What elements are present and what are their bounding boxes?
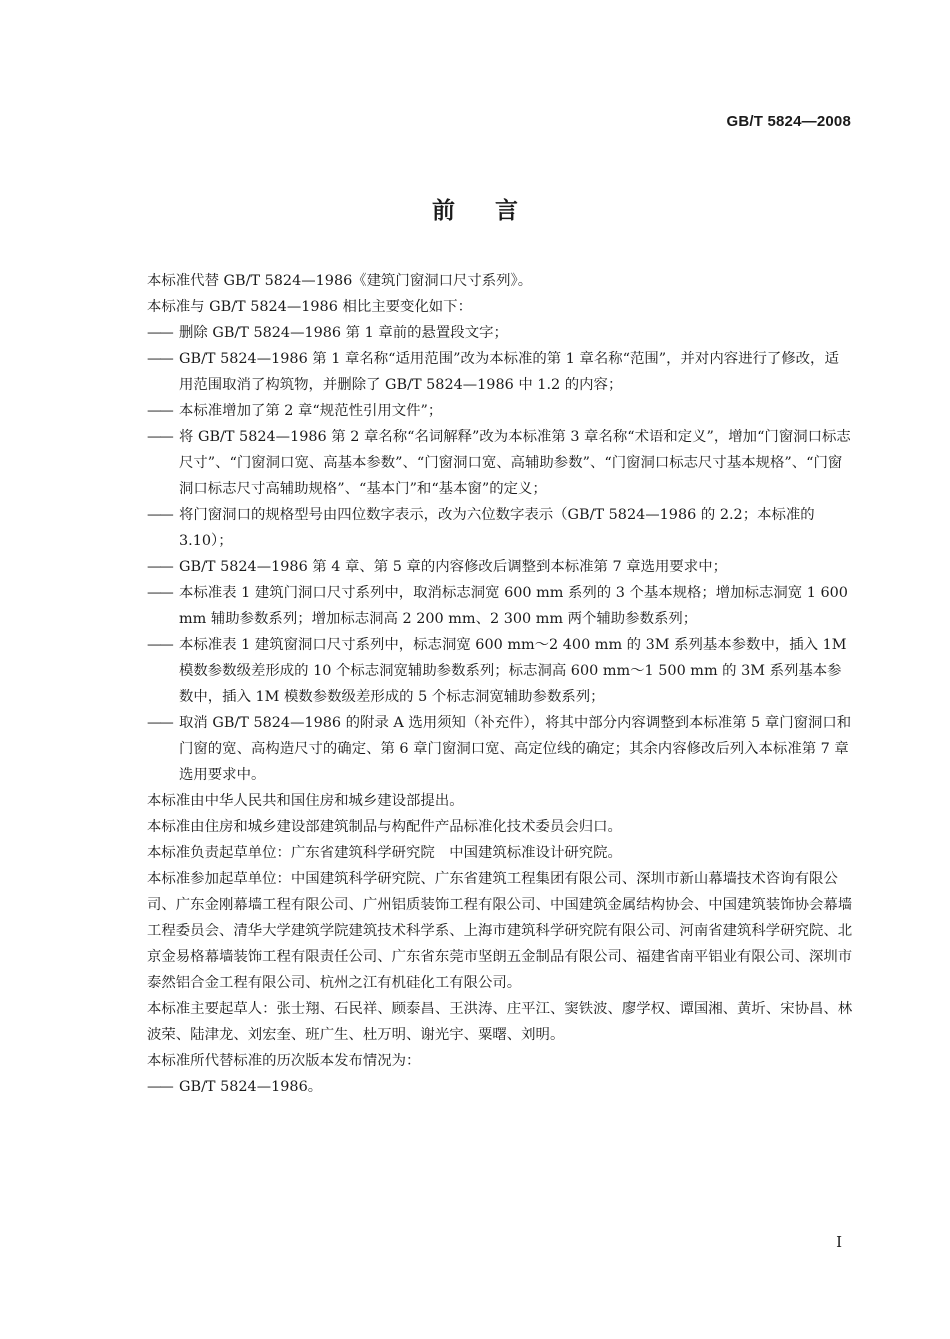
dash-marker: —— [147, 325, 172, 341]
list-item-text: 本标准表 1 建筑窗洞口尺寸系列中，标志洞宽 600 mm～2 400 mm 的 3M 系列基本参数中，插入 1M 模数参数级差形成的 10 个标志洞宽辅助参数系列；标志洞高 600 mm～1 500 mm 的 3M 系列基本参数中，插入 1M 模数参数级差形成的 5 个标志洞宽辅助参数系列； [179, 637, 847, 705]
list-item [147, 424, 853, 502]
foreword-body [147, 268, 853, 1100]
history-lead: 本标准所代替标准的历次版本发布情况为： [147, 1053, 421, 1069]
list-item [147, 398, 853, 424]
standard-number: GB/T 5824—2008 [726, 113, 851, 130]
dash-marker: —— [147, 637, 172, 653]
dash-marker: —— [147, 1079, 172, 1095]
history-item [147, 1074, 853, 1100]
list-item-text: 将门窗洞口的规格型号由四位数字表示，改为六位数字表示（GB/T 5824—1986 的 2.2；本标准的 3.10）； [179, 507, 815, 549]
dash-marker: —— [147, 715, 172, 731]
list-item-text: 取消 GB/T 5824—1986 的附录 A 选用须知（补充件），将其中部分内容调整到本标准第 5 章门窗洞口和门窗的宽、高构造尺寸的确定、第 6 章门窗洞口宽、高定位线的确定；其余内容修改后列入本标准第 7 章选用要求中。 [179, 715, 852, 783]
participating-drafters-statement: 本标准参加起草单位：中国建筑科学研究院、广东省建筑工程集团有限公司、深圳市新山幕墙技术咨询有限公司、广东金刚幕墙工程有限公司、广州铝质装饰工程有限公司、中国建筑金属结构协会、中国建筑装饰协会幕墙工程委员会、清华大学建筑学院建筑技术科学系、上海市建筑科学研究院有限公司、河南省建筑科学研究院、北京金易格幕墙装饰工程有限责任公司、广东省东莞市坚朗五金制品有限公司、福建省南平铝业有限公司、深圳市泰然铝合金工程有限公司、杭州之江有机硅化工有限公司。 [147, 871, 853, 991]
list-item [147, 554, 853, 580]
dash-marker: —— [147, 403, 172, 419]
history-item-text: GB/T 5824—1986。 [179, 1079, 323, 1095]
dash-marker: —— [147, 507, 172, 523]
list-item [147, 320, 853, 346]
page-number: I [836, 1233, 842, 1251]
list-item [147, 346, 853, 398]
list-item-text: GB/T 5824—1986 第 1 章名称“适用范围”改为本标准的第 1 章名称“范围”，并对内容进行了修改，适用范围取消了构筑物，并删除了 GB/T 5824—1986 中 1.2 的内容； [179, 351, 839, 393]
dash-marker: —— [147, 559, 172, 575]
list-item-text: 将 GB/T 5824—1986 第 2 章名称“名词解释”改为本标准第 3 章名称“术语和定义”，增加“门窗洞口标志尺寸”、“门窗洞口宽、高基本参数”、“门窗洞口宽、高辅助参数”、“门窗洞口标志尺寸基本规格”、“门窗洞口标志尺寸高辅助规格”、“基本门”和“基本窗”的定义； [179, 429, 851, 497]
list-item [147, 710, 853, 788]
list-item [147, 580, 853, 632]
proposed-by-statement: 本标准由中华人民共和国住房和城乡建设部提出。 [147, 793, 464, 809]
dash-marker: —— [147, 351, 172, 367]
centralized-by-statement: 本标准由住房和城乡建设部建筑制品与构配件产品标准化技术委员会归口。 [147, 819, 622, 835]
replaces-statement: 本标准代替 GB/T 5824—1986《建筑门窗洞口尺寸系列》。 [147, 273, 533, 289]
changes-lead: 本标准与 GB/T 5824—1986 相比主要变化如下： [147, 299, 472, 315]
list-item-text: GB/T 5824—1986 第 4 章、第 5 章的内容修改后调整到本标准第 7 章选用要求中； [179, 559, 727, 575]
list-item-text: 删除 GB/T 5824—1986 第 1 章前的悬置段文字； [179, 325, 508, 341]
list-item-text: 本标准表 1 建筑门洞口尺寸系列中，取消标志洞宽 600 mm 系列的 3 个基本规格；增加标志洞宽 1 600 mm 辅助参数系列；增加标志洞高 2 200 mm、2 300 mm 两个辅助参数系列； [179, 585, 848, 627]
list-item [147, 632, 853, 710]
page-title: 前言 [432, 198, 558, 224]
list-item-text: 本标准增加了第 2 章“规范性引用文件”； [179, 403, 443, 419]
list-item [147, 502, 853, 554]
main-drafters-statement: 本标准主要起草人：张士翔、石民祥、顾泰昌、王洪涛、庄平江、窦铁波、廖学权、谭国湘、黄圻、宋协昌、林波荣、陆津龙、刘宏奎、班广生、杜万明、谢光宇、粟曙、刘明。 [147, 1001, 853, 1043]
lead-drafters-statement: 本标准负责起草单位：广东省建筑科学研究院 中国建筑标准设计研究院。 [147, 845, 622, 861]
dash-marker: —— [147, 429, 172, 445]
dash-marker: —— [147, 585, 172, 601]
